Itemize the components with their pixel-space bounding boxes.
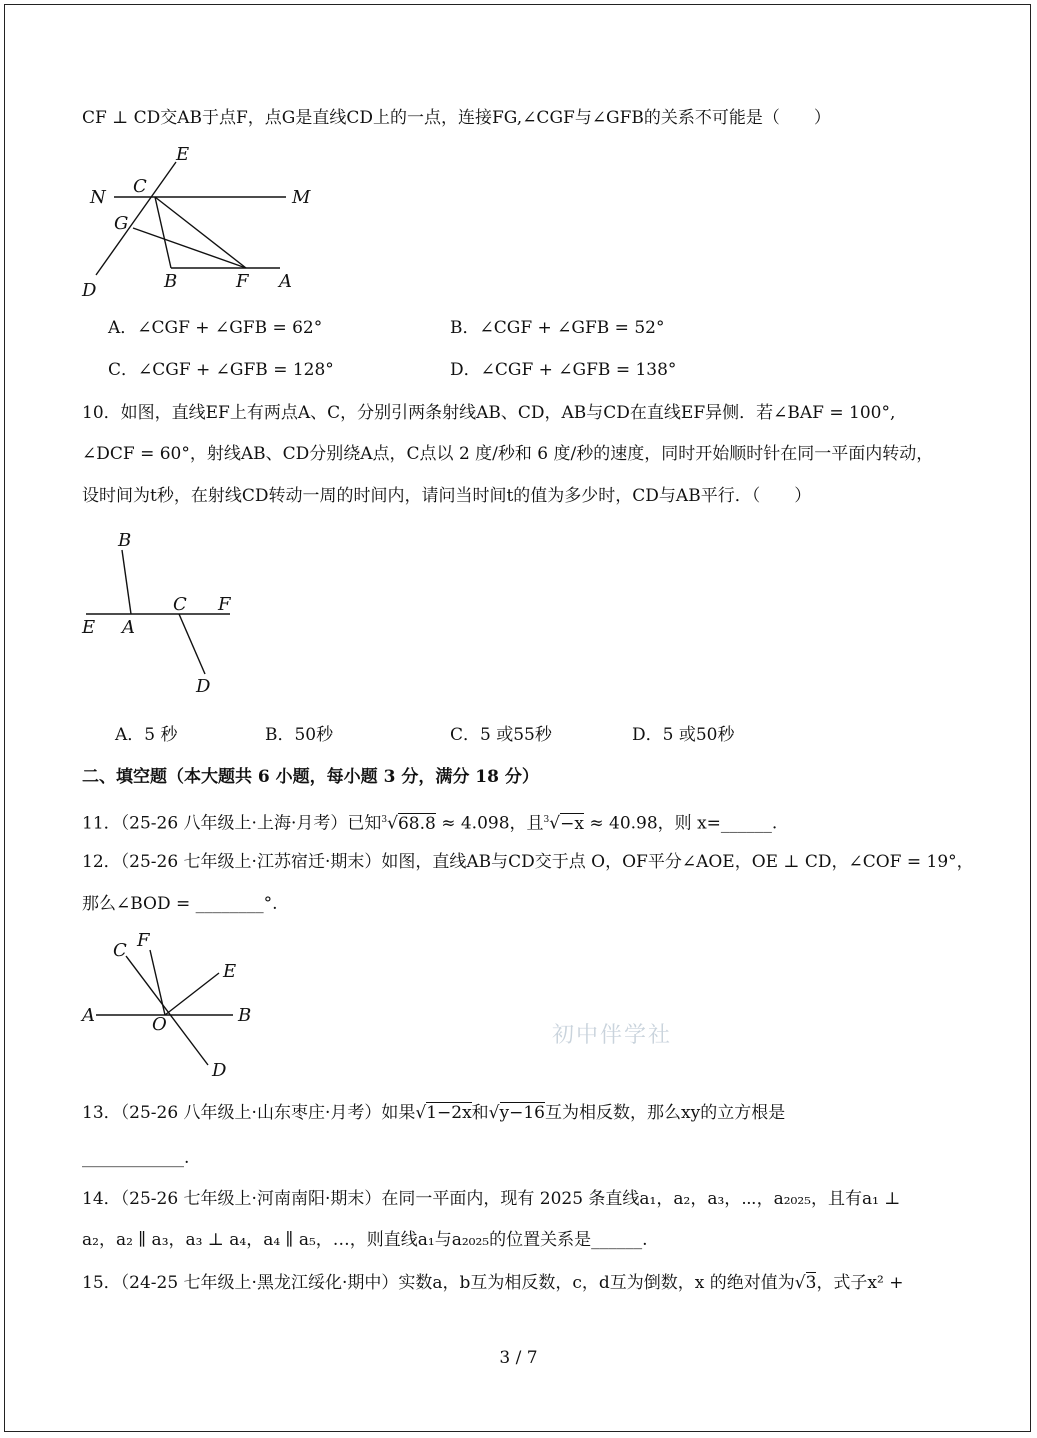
- radical-icon: √: [387, 813, 398, 834]
- q15: [82, 1272, 904, 1294]
- q9-figure: [78, 140, 328, 300]
- label-a: A: [279, 271, 292, 292]
- ray-oe: [165, 973, 219, 1015]
- label-b: B: [164, 271, 178, 292]
- q15-radicand: 3: [805, 1273, 817, 1293]
- q10-line-3: 设时间为t秒，在射线CD转动一周的时间内，请问当时间t的值为多少时，CD与AB平行．（ ）: [82, 486, 812, 506]
- q12-figure: [78, 930, 268, 1080]
- q9-option-a: A．∠CGF + ∠GFB = 62°: [108, 318, 323, 338]
- q12-line2-after: °.: [263, 894, 278, 914]
- line-cd: [126, 956, 208, 1065]
- label-m: M: [292, 187, 311, 208]
- label-c: C: [133, 176, 147, 197]
- label-e: E: [176, 144, 190, 165]
- q13-radicand-2: y−16: [499, 1103, 545, 1123]
- label-d: D: [212, 1060, 227, 1081]
- q9-option-b: B．∠CGF + ∠GFB = 52°: [450, 318, 665, 338]
- label-f: F: [137, 930, 150, 951]
- segment-gf: [133, 228, 246, 268]
- label-a: A: [122, 617, 135, 638]
- q13-radicand-1: 1−2x: [426, 1103, 472, 1123]
- ray-ab: [122, 550, 131, 614]
- q10-option-a: A．5 秒: [115, 725, 178, 745]
- q15-text-before: 15．（24-25 七年级上·黑龙江绥化·期中）实数a，b互为相反数，c，d互为倒数，x 的绝对值为: [82, 1273, 795, 1293]
- q11-text-after: ≈ 40.98，则 x=: [583, 813, 721, 834]
- q11: [82, 809, 777, 835]
- label-e: E: [82, 617, 96, 638]
- q11-blank: ______: [720, 813, 772, 834]
- q10-option-d: D．5 或50秒: [632, 725, 735, 745]
- ray-cd: [179, 614, 205, 674]
- radical-icon: √: [488, 1103, 500, 1123]
- q13-text-mid: 和: [471, 1103, 489, 1123]
- label-b: B: [238, 1005, 252, 1026]
- section-title: 二、填空题（本大题共 6 小题，每小题 3 分，满分 18 分）: [82, 767, 539, 787]
- q13-text-before: 13．（25-26 八年级上·山东枣庄·月考）如果: [82, 1103, 416, 1123]
- label-c: C: [113, 940, 127, 961]
- q11-radicand-2: −x: [560, 813, 584, 834]
- radical-icon: √: [794, 1273, 806, 1293]
- q11-end: .: [771, 813, 778, 834]
- q10-line-2: ∠DCF = 60°，射线AB、CD分别绕A点，C点以 2 度/秒和 6 度/秒的速度，同时开始顺时针在同一平面内转动，: [82, 444, 934, 464]
- q10-figure: [78, 526, 258, 701]
- label-n: N: [90, 187, 106, 208]
- q11-text-mid: ≈ 4.098，且: [435, 813, 544, 834]
- q11-radicand-1: 68.8: [397, 813, 436, 834]
- label-o: O: [152, 1014, 167, 1035]
- q14-line-1: 14．（25-26 七年级上·河南南阳·期末）在同一平面内，现有 2025 条直线a₁，a₂，a₃，⋯，a₂₀₂₅，且有a₁ ⊥: [82, 1189, 901, 1209]
- label-f: F: [236, 271, 249, 292]
- ray-of: [150, 950, 165, 1015]
- q12-line-2: [82, 893, 278, 915]
- q10-option-b: B．50秒: [265, 725, 334, 745]
- label-b: B: [118, 530, 132, 551]
- q10-line-1: 10．如图，直线EF上有两点A、C，分别引两条射线AB、CD，AB与CD在直线EF异侧．若∠BAF = 100°,: [82, 403, 896, 423]
- q13: [82, 1102, 785, 1124]
- label-c: C: [173, 594, 187, 615]
- q12-blank: ________: [195, 894, 264, 914]
- q9-stem: CF ⊥ CD交AB于点F，点G是直线CD上的一点，连接FG,∠CGF与∠GFB的关系不可能是（ ）: [82, 108, 831, 128]
- q11-root-index: 3: [381, 815, 388, 825]
- q14-line-2: a₂，a₂ ∥ a₃，a₃ ⊥ a₄，a₄ ∥ a₅，…，则直线a₁与a₂₀₂₅的位置关系是______.: [82, 1230, 648, 1250]
- label-e: E: [223, 961, 237, 982]
- page-number: 3 / 7: [499, 1348, 538, 1368]
- radical-icon: √: [415, 1103, 427, 1123]
- label-g: G: [114, 213, 129, 234]
- q13-text-after: 互为相反数，那么xy的立方根是: [545, 1103, 786, 1123]
- q11-root-index-2: 3: [543, 815, 550, 825]
- q10-option-c: C．5 或55秒: [450, 725, 552, 745]
- label-f: F: [218, 594, 231, 615]
- q12-line2-before: 那么∠BOD =: [82, 894, 196, 914]
- q9-option-d: D．∠CGF + ∠GFB = 138°: [450, 360, 677, 380]
- watermark: 初中伴学社: [552, 1023, 673, 1048]
- q13-blank-line: ____________.: [82, 1148, 190, 1168]
- q11-text-before: 11．（25-26 八年级上·上海·月考）已知: [82, 813, 382, 834]
- label-d: D: [82, 280, 97, 301]
- q9-option-c: C．∠CGF + ∠GFB = 128°: [108, 360, 334, 380]
- q12-line-1: 12．（25-26 七年级上·江苏宿迁·期末）如图，直线AB与CD交于点 O，OF平分∠AOE，OE ⊥ CD，∠COF = 19°，: [82, 852, 974, 872]
- radical-icon: √: [549, 813, 561, 834]
- label-d: D: [196, 676, 211, 697]
- label-a: A: [82, 1005, 95, 1026]
- q15-text-after: ，式子x² +: [816, 1273, 904, 1293]
